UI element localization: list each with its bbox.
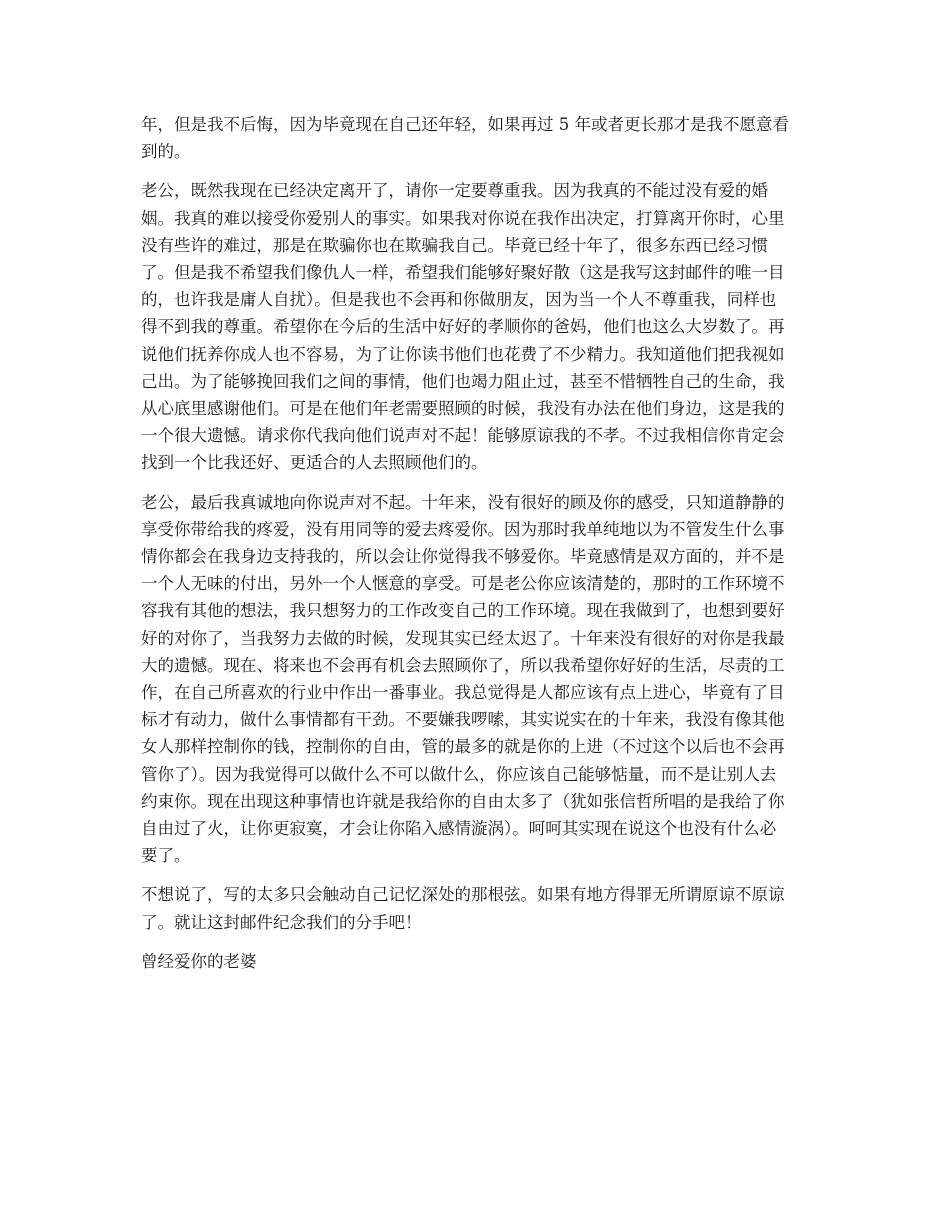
- paragraph-1: 年，但是我不后悔，因为毕竟现在自己还年轻，如果再过 5 年或者更长那才是我不愿意看 到的。: [141, 115, 789, 162]
- paragraph-2: 老公，既然我现在已经决定离开了，请你一定要尊重我。因为我真的不能过没有爱的婚 姻。我真的难以接受你爱别人的事实。如果我对你说在我作出决定，打算离开你时，心里 没有些许的难过，那是在欺骗你也在欺骗我自己。毕竟已经十年了，很多东西已经习惯 了。但是我不希望我们像仇人一样，希望我们能够好聚好散（这是我写这封邮件的唯一目 的，也许我是庸人自扰）。但是我也不会再和你做朋友，因为当一个人不尊重我，同样也 得不到我的尊重。希望你在今后的生活中好好的孝顺你的爸妈，他们也这么大岁数了。再 说他们抚养你成人也不容易，为了让你读书他们也花费了不少精力。我知道他们把我视如 己出。为了能够挽回我们之间的事情，他们也竭力阻止过，甚至不惜牺牲自己的生命，我 从心底里感谢他们。可是在他们年老需要照顾的时候，我没有办法在他们身边，这是我的 一个很大遗憾。请求你代我向他们说声对不起！能够原谅我的不孝。不过我相信你肯定会 找到一个比我还好、更适合的人去照顾他们的。: [141, 181, 785, 473]
- letter-body: [141, 111, 811, 975]
- paragraph-4: 不想说了，写的太多只会触动自己记忆深处的那根弦。如果有地方得罪无所谓原谅不原谅 了。就让这封邮件纪念我们的分手吧！: [141, 885, 785, 932]
- signature: 曾经爱你的老婆: [141, 951, 257, 971]
- paragraph-3: 老公，最后我真诚地向你说声对不起。十年来，没有很好的顾及你的感受，只知道静静的 享受你带给我的疼爱，没有用同等的爱去疼爱你。因为那时我单纯地以为不管发生什么事 情你都会在我身边支持我的，所以会让你觉得我不够爱你。毕竟感情是双方面的，并不是 一个人无味的付出，另外一个人惬意的享受。可是老公你应该清楚的，那时的工作环境不 容我有其他的想法，我只想努力的工作改变自己的工作环境。现在我做到了，也想到要好 好的对你了，当我努力去做的时候，发现其实已经太迟了。十年来没有很好的对你是我最 大的遗憾。现在、将来也不会再有机会去照顾你了，所以我希望你好好的生活，尽责的工 作，在自己所喜欢的行业中作出一番事业。我总觉得是人都应该有点上进心，毕竟有了目 标才有动力，做什么事情都有干劲。不要嫌我啰嗦，其实说实在的十年来，我没有像其他 女人那样控制你的钱，控制你的自由，管的最多的就是你的上进（不过这个以后也不会再 管你了）。因为我觉得可以做什么不可以做什么，你应该自己能够惦量，而不是让别人去 约束你。现在出现这种事情也许就是我给你的自由太多了（犹如张信哲所唱的是我给了你 自由过了火，让你更寂寞，才会让你陷入感情漩涡）。呵呵其实现在说这个也没有什么必 要了。: [141, 492, 785, 866]
